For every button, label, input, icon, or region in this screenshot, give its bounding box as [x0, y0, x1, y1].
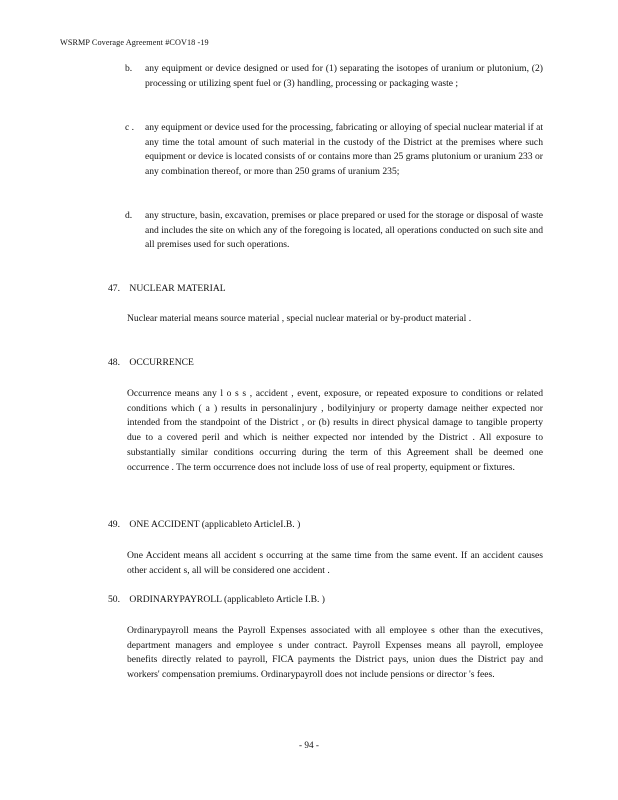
item-text: any equipment or device used for the processing, fabricating or alloying of special nuclear material if at any time the total amount of such material in the custody of the District at the premises where such equipment or device is located consists of or contains more than 25 grams plutonium or uranium 233 or any combination thereof, or more than 250 grams of uranium 235;	[145, 122, 543, 177]
section-heading-48	[108, 357, 194, 368]
section-heading-47	[108, 283, 226, 294]
page-number: - 94 -	[299, 740, 319, 750]
section-number: 48.	[108, 357, 120, 368]
document-header: WSRMP Coverage Agreement #COV18 -19	[60, 38, 209, 47]
list-item-c	[125, 121, 543, 179]
section-title: ONE ACCIDENT (applicableto ArticleI.B. )	[129, 519, 301, 530]
item-label: c .	[125, 122, 135, 133]
section-body-47: Nuclear material means source material , special nuclear material or by-product material .	[127, 313, 472, 324]
section-number: 49.	[108, 519, 120, 530]
section-heading-49	[108, 519, 300, 530]
item-text: any equipment or device designed or used for (1) separating the isotopes of uranium or plutonium, (2) processing or utilizing spent fuel or (3) handling, processing or packaging waste ;	[145, 63, 543, 89]
section-heading-50	[108, 594, 325, 605]
section-title: OCCURRENCE	[129, 357, 194, 368]
section-title: ORDINARYPAYROLL (applicableto Article I.B. )	[129, 594, 325, 605]
item-label: b.	[125, 63, 133, 74]
section-number: 50.	[108, 594, 120, 605]
section-number: 47.	[108, 283, 120, 294]
item-label: d.	[125, 210, 133, 221]
list-item-d	[125, 209, 543, 253]
section-body-48: Occurrence means any l o s s , accident , event, exposure, or repeated exposure to conditions or related conditions which ( a ) results in personalinjury , bodilyinjury or property damage neither expected nor intended from the standpoint of the District , or (b) results in direct physical damage to tangible property due to a covered peril and which is neither expected nor intended by the District . All exposure to substantially similar conditions occurring during the term of this Agreement shall be deemed one occurrence . The term occurrence does not include loss of use of real property, equipment or fixtures.	[127, 388, 543, 473]
item-text: any structure, basin, excavation, premises or place prepared or used for the storage or disposal of waste and includes the site on which any of the foregoing is located, all operations conducted on such site and all premises used for such operations.	[145, 210, 543, 251]
list-item-b	[125, 62, 543, 91]
section-title: NUCLEAR MATERIAL	[129, 283, 226, 294]
section-body-50: Ordinarypayroll means the Payroll Expenses associated with all employee s other than the executives, department managers and employee s under contract. Payroll Expenses means all payroll, employee benefits directly related to payroll, FICA payments the District pays, union dues the District pay and workers' compensation premiums. Ordinarypayroll does not include pensions or director 's fees.	[127, 625, 543, 681]
section-body-49: One Accident means all accident s occurring at the same time from the same event. If an accident causes other accident s, all will be considered one accident .	[127, 550, 543, 576]
